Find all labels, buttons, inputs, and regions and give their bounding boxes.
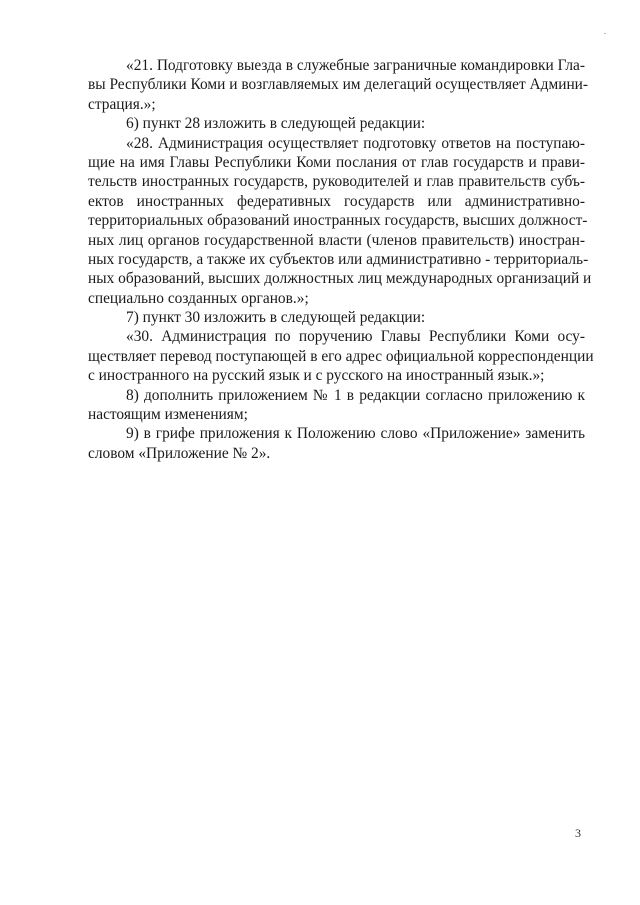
- item-9-line-2: словом «Приложение № 2».: [88, 444, 271, 462]
- paragraph-28-line-7: ных государств, а также их субъектов или административно - территориаль-: [88, 250, 589, 268]
- paragraph-21-line-3: страция.»;: [88, 95, 156, 113]
- paragraph-28-line-1: «28. Администрация осуществляет подготовку ответов на поступаю-: [126, 134, 585, 152]
- paragraph-28-line-5: территориальных образований иностранных государств, высших должност-: [88, 212, 588, 230]
- paragraph-28-line-9: специально созданных органов.»;: [88, 289, 309, 307]
- document-body: [88, 56, 594, 463]
- scan-artifact: [604, 33, 606, 34]
- paragraph-28-line-3: тельств иностранных государств, руководителей и глав правительств субъ-: [88, 173, 585, 191]
- paragraph-28-line-8: ных образований, высших должностных лиц международных организаций и: [88, 270, 592, 288]
- paragraph-21-line-1: «21. Подготовку выезда в служебные заграничные командировки Гла-: [126, 57, 585, 74]
- page-number: 3: [575, 826, 581, 840]
- paragraph-21-line-2: вы Республики Коми и возглавляемых им делегаций осуществляет Админи-: [88, 76, 589, 94]
- paragraph-28-line-6: ных лиц органов государственной власти (членов правительств) иностран-: [88, 231, 585, 249]
- paragraph-28-line-2: щие на имя Главы Республики Коми послания от глав государств и прави-: [88, 153, 585, 171]
- paragraph-30-line-2: ществляет перевод поступающей в его адрес официальной корреспонденции: [88, 347, 594, 365]
- item-8-line-1: 8) дополнить приложением № 1 в редакции согласно приложению к: [126, 386, 585, 404]
- item-7-line: 7) пункт 30 изложить в следующей редакции:: [126, 309, 426, 327]
- paragraph-30-line-1: «30. Администрация по поручению Главы Республики Коми осу-: [126, 328, 585, 346]
- paragraph-28-line-4: ектов иностранных федеративных государств или административно-: [88, 192, 585, 210]
- paragraph-30-line-3: с иностранного на русский язык и с русского на иностранный язык.»;: [88, 367, 545, 385]
- item-8-line-2: настоящим изменениям;: [88, 406, 248, 424]
- item-6-line: 6) пункт 28 изложить в следующей редакции:: [126, 115, 426, 133]
- item-9-line-1: 9) в грифе приложения к Положению слово «Приложение» заменить: [126, 425, 585, 443]
